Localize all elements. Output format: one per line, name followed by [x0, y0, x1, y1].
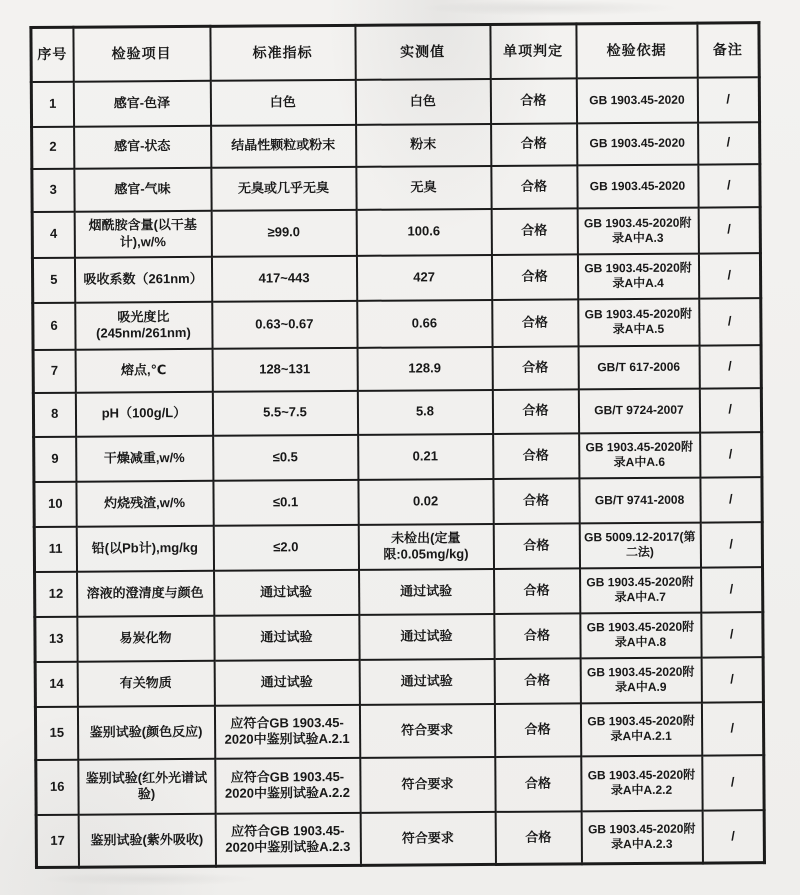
table-row [35, 657, 763, 707]
cell-seq: 10 [34, 481, 76, 526]
cell-standard: ≥99.0 [211, 209, 356, 256]
cell-remark: / [698, 207, 760, 253]
cell-basis: GB 1903.45-2020附录A中A.2.1 [580, 702, 701, 756]
table-row [31, 77, 759, 127]
cell-standard: ≤0.5 [213, 434, 358, 480]
cell-item: 熔点,℃ [75, 348, 212, 392]
table-row [32, 164, 760, 212]
table-row [33, 345, 761, 393]
cell-standard: 白色 [210, 79, 355, 125]
cell-standard: 应符合GB 1903.45-2020中鉴别试验A.2.3 [215, 812, 360, 866]
cell-judgment: 合格 [493, 478, 579, 524]
table-header-row [31, 23, 759, 82]
cell-judgment: 合格 [492, 346, 578, 390]
cell-remark: / [700, 477, 762, 522]
cell-remark: / [702, 810, 764, 863]
cell-measured: 100.6 [356, 208, 491, 255]
cell-judgment: 合格 [494, 613, 580, 659]
cell-remark: / [701, 612, 763, 657]
cell-seq: 2 [32, 126, 74, 168]
cell-item: 感官-气味 [74, 167, 211, 211]
cell-judgment: 合格 [491, 165, 577, 209]
cell-basis: GB 1903.45-2020附录A中A.3 [577, 207, 698, 254]
cell-remark: / [699, 298, 761, 345]
cell-measured: 粉末 [356, 123, 491, 166]
table-row [35, 612, 763, 662]
column-header-basis: 检验依据 [576, 23, 697, 78]
cell-basis: GB 1903.45-2020 [577, 122, 698, 165]
column-header-remark: 备注 [697, 23, 759, 77]
cell-basis: GB 1903.45-2020附录A中A.5 [578, 298, 699, 346]
table-row [36, 755, 764, 815]
cell-standard: 通过试验 [214, 614, 359, 660]
cell-standard: ≤2.0 [213, 524, 358, 570]
cell-seq: 14 [35, 661, 77, 706]
cell-standard: 通过试验 [214, 569, 359, 615]
column-header-item: 检验项目 [73, 26, 210, 81]
column-header-seq: 序号 [31, 27, 73, 81]
table-row [33, 298, 761, 350]
cell-seq: 3 [32, 168, 74, 211]
cell-basis: GB 1903.45-2020附录A中A.2.2 [581, 755, 702, 811]
table-row [34, 522, 762, 572]
cell-basis: GB 1903.45-2020附录A中A.2.3 [581, 810, 702, 864]
cell-measured: 符合要求 [360, 811, 495, 865]
cell-measured: 符合要求 [359, 703, 494, 757]
cell-remark: / [701, 567, 763, 612]
cell-basis: GB 1903.45-2020附录A中A.4 [577, 253, 698, 299]
cell-measured: 0.02 [358, 478, 493, 524]
cell-judgment: 合格 [491, 123, 577, 166]
column-header-measured: 实测值 [355, 24, 490, 79]
cell-seq: 6 [33, 302, 75, 349]
cell-basis: GB 1903.45-2020 [576, 77, 697, 123]
cell-standard: 应符合GB 1903.45-2020中鉴别试验A.2.2 [215, 757, 360, 813]
table-row [34, 477, 762, 527]
cell-judgment: 合格 [495, 811, 581, 865]
cell-measured: 通过试验 [359, 658, 494, 704]
cell-remark: / [698, 253, 760, 298]
cell-remark: / [699, 345, 761, 388]
cell-judgment: 合格 [490, 78, 576, 124]
cell-item: 易炭化物 [77, 615, 214, 661]
cell-seq: 7 [33, 349, 75, 392]
cell-item: 感官-色泽 [73, 80, 210, 126]
cell-judgment: 合格 [492, 389, 578, 434]
column-header-standard: 标准指标 [210, 25, 355, 80]
table-row [33, 388, 761, 437]
cell-item: 干燥减重,w/% [76, 435, 213, 481]
cell-measured: 427 [356, 254, 491, 300]
cell-remark: / [698, 164, 760, 207]
cell-seq: 9 [34, 436, 76, 481]
cell-standard: 128~131 [212, 347, 357, 391]
cell-remark: / [697, 77, 759, 122]
cell-judgment: 合格 [493, 433, 579, 479]
cell-remark: / [701, 702, 763, 755]
table-row [34, 432, 762, 482]
cell-basis: GB 1903.45-2020附录A中A.9 [580, 657, 701, 703]
table-row [32, 253, 760, 303]
cell-measured: 白色 [355, 78, 490, 124]
cell-standard: 5.5~7.5 [212, 390, 357, 435]
cell-item: 鉴别试验(紫外吸收) [78, 813, 215, 867]
scan-smudge-top [420, 0, 680, 16]
cell-standard: ≤0.1 [213, 479, 358, 525]
cell-basis: GB/T 9741-2008 [579, 477, 700, 523]
cell-seq: 1 [31, 81, 73, 126]
cell-remark: / [700, 522, 762, 567]
cell-standard: 无臭或几乎无臭 [211, 166, 356, 210]
cell-standard: 结晶性颗粒或粉末 [211, 124, 356, 167]
cell-seq: 11 [34, 526, 76, 571]
cell-standard: 通过试验 [214, 659, 359, 705]
table-row [35, 567, 763, 617]
cell-remark: / [698, 122, 760, 164]
cell-seq: 13 [35, 616, 77, 661]
cell-seq: 17 [36, 814, 78, 867]
table-row [32, 122, 760, 169]
cell-seq: 15 [35, 706, 77, 759]
cell-seq: 4 [32, 211, 74, 257]
cell-basis: GB 5009.12-2017(第二法) [579, 522, 700, 568]
cell-measured: 0.66 [357, 299, 492, 347]
cell-measured: 通过试验 [359, 568, 494, 614]
cell-judgment: 合格 [492, 299, 578, 347]
cell-judgment: 合格 [494, 568, 580, 614]
cell-basis: GB/T 617-2006 [578, 345, 699, 389]
cell-seq: 8 [33, 392, 75, 436]
cell-measured: 0.21 [358, 433, 493, 479]
cell-basis: GB 1903.45-2020 [577, 164, 698, 208]
table-body [31, 77, 764, 868]
cell-measured: 符合要求 [360, 756, 495, 812]
cell-judgment: 合格 [494, 703, 580, 757]
cell-standard: 417~443 [211, 255, 356, 301]
cell-judgment: 合格 [491, 254, 577, 300]
cell-basis: GB 1903.45-2020附录A中A.6 [579, 432, 700, 478]
table-row [36, 810, 764, 868]
cell-remark: / [701, 657, 763, 702]
cell-item: 吸光度比 (245nm/261nm) [75, 301, 212, 349]
cell-item: 有关物质 [77, 660, 214, 706]
cell-standard: 0.63~0.67 [212, 300, 357, 348]
cell-basis: GB 1903.45-2020附录A中A.8 [580, 612, 701, 658]
table-row [35, 702, 763, 760]
cell-item: 烟酰胺含量(以干基计),w/% [74, 210, 211, 257]
cell-measured: 5.8 [357, 389, 492, 434]
cell-item: 吸收系数（261nm） [74, 256, 211, 302]
cell-seq: 16 [36, 759, 78, 814]
cell-measured: 无臭 [356, 165, 491, 209]
cell-seq: 12 [35, 571, 77, 616]
scan-smudge-bottom [40, 872, 260, 886]
cell-item: 感官-状态 [74, 125, 211, 168]
cell-remark: / [700, 432, 762, 477]
cell-item: pH（100g/L） [75, 391, 212, 436]
cell-judgment: 合格 [494, 658, 580, 704]
cell-measured: 通过试验 [359, 613, 494, 659]
cell-item: 溶液的澄清度与颜色 [77, 570, 214, 616]
cell-measured: 未检出(定量限:0.05mg/kg) [358, 523, 493, 569]
cell-seq: 5 [32, 257, 74, 302]
cell-standard: 应符合GB 1903.45-2020中鉴别试验A.2.1 [214, 704, 359, 758]
cell-judgment: 合格 [491, 208, 577, 255]
cell-judgment: 合格 [493, 523, 579, 569]
cell-item: 铅(以Pb计),mg/kg [76, 525, 213, 571]
cell-measured: 128.9 [357, 346, 492, 390]
cell-remark: / [702, 755, 764, 810]
cell-item: 鉴别试验(颜色反应) [77, 705, 214, 759]
cell-basis: GB/T 9724-2007 [578, 388, 699, 433]
cell-remark: / [699, 388, 761, 432]
inspection-results-table [29, 21, 766, 869]
cell-item: 鉴别试验(红外光谱试验) [78, 758, 215, 814]
cell-item: 灼烧残渣,w/% [76, 480, 213, 526]
cell-basis: GB 1903.45-2020附录A中A.7 [580, 567, 701, 613]
table-row [32, 207, 760, 258]
column-header-judgment: 单项判定 [490, 24, 576, 79]
cell-judgment: 合格 [495, 756, 581, 812]
